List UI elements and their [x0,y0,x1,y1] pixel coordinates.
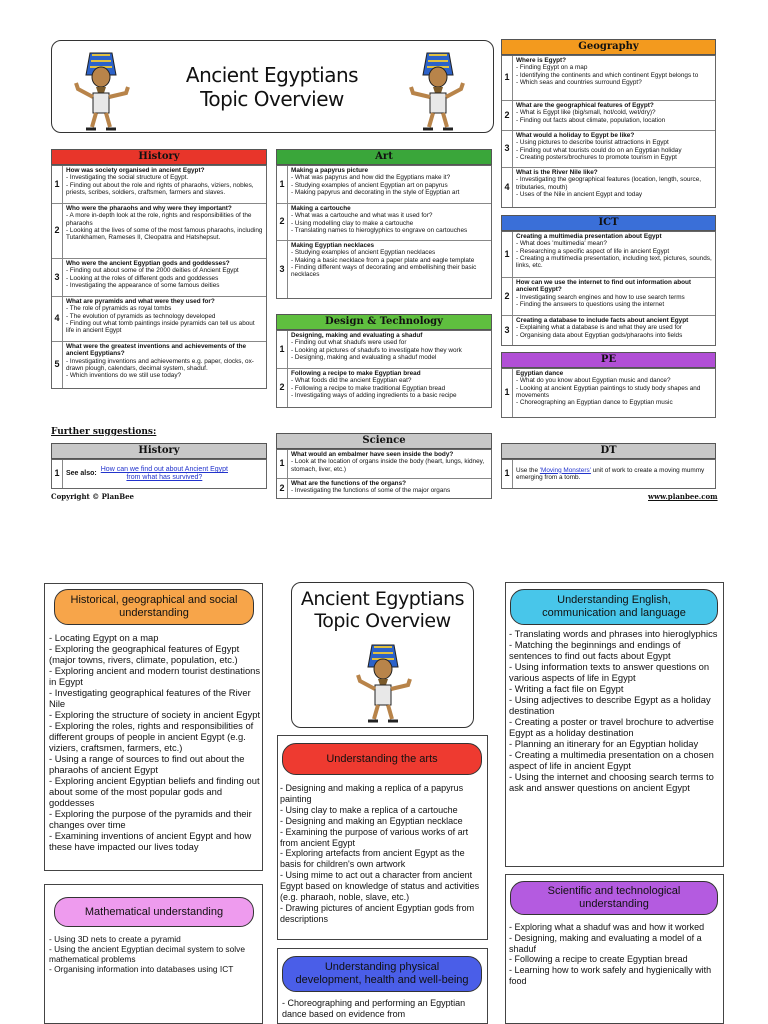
table-row: 2 What are the geographical features of Egypt? - What is Egypt like (big/small, hot/cold, wet/dry)? - Finding out facts about climate, population, location [502,101,715,131]
list-item: - Designing and making an Egyptian necklace [280,815,463,826]
table-row: 1 Designing, making and evaluating a shaduf - Finding out what shadufs were used for - Looking at pictures of shadufs to investigate how they work - Designing, making and evaluating a shaduf model [277,331,491,369]
further-suggestions-label: Further suggestions: [51,427,157,437]
table-row: 2 Making a cartouche - What was a cartouche and what was it used for? - Using modelling clay to make a cartouche - Translating names to hieroglyphics to engrave on cartouches [277,204,491,241]
list-item: - Choreographing and performing an Egyptian dance based on evidence from [282,998,466,1019]
list-item: - Exploring ancient and modern tourist destinations in Egypt [49,665,261,687]
list-item: - Learning how to work safely and hygienically with food [509,965,712,986]
list-item: - Using 3D nets to create a pyramid [49,934,181,944]
pe-table [501,368,716,418]
table-row: 3 Creating a database to include facts about ancient Egypt - Explaining what a database is and what they are used for - Organising data about Egyptian gods/pharaohs into fields [502,316,715,345]
table-row: 4 What are pyramids and what were they used for? - The role of pyramids as royal tombs - The evolution of pyramids as technology developed - Finding out what tomb paintings inside pyramids can tell us about life in ancient Egypt [52,297,266,342]
list-item: - Designing, making and evaluating a model of a shaduf [509,932,702,954]
list-item: - Exploring artefacts from ancient Egypt as the basis for children's own artwork [280,848,465,870]
dt-header: Design & Technology [276,314,492,330]
list-item: - Using a range of sources to find out about the pharaohs of ancient Egypt [49,753,245,775]
list-item: - Exploring the structure of society in ancient Egypt [49,709,261,720]
pe-header: PE [501,352,716,368]
header-banner [51,40,494,133]
further-dt-table [501,459,716,489]
list-item: - Using the ancient Egyptian decimal system to solve mathematical problems [49,944,245,964]
list-item: - Exploring the roles, rights and responsibilities of different groups of people in ancient Egypt (e.g. viziers, craftsmen, farmers, etc.) [49,720,254,753]
history-table [51,165,267,389]
ict-table [501,231,716,346]
list-item: - Using adjectives to describe Egypt as a holiday destination [509,694,711,716]
science-table [276,449,492,499]
list-item: - Matching the beginnings and endings of sentences to find out facts about Egypt [509,639,681,661]
further-history-table [51,459,267,489]
list-item: - Exploring ancient Egyptian beliefs and finding out about some of the most popular gods and goddesses [49,775,260,808]
pharaoh-figure-right [407,45,469,131]
list-item: - Examining inventions of ancient Egypt and how these have impacted our lives today [49,830,252,852]
science-header: Science [276,433,492,449]
list-item: - Examining the purpose of various works of art from ancient Egypt [280,826,469,848]
website-link[interactable]: www.planbee.com [648,492,718,501]
further-dt-header: DT [501,443,716,459]
list-item: - Using the internet and choosing search terms to ask and answer questions on ancient Egypt [509,771,714,793]
table-row: 1 How was society organised in ancient Egypt? - Investigating the social structure of Egypt. - Finding out about the role and rights of pharaohs, viziers, nobles, priests, scribes, soldiers, craftsmen, farmers and slaves. [52,166,266,204]
art-table [276,165,492,299]
moving-monsters-link[interactable]: 'Moving Monsters' [539,466,591,474]
history-header: History [51,149,267,165]
list-item: - Exploring what a shaduf was and how it worked [509,922,705,932]
list-item: - Exploring the purpose of the pyramids and their changes over time [49,808,252,830]
list-item: - Planning an itinerary for an Egyptian holiday [509,738,699,749]
list-item: - Writing a fact file on Egypt [509,683,624,694]
table-row: 3 Making Egyptian necklaces - Studying examples of ancient Egyptian necklaces - Making a basic necklace from a paper plate and eagle template - Finding different ways of decorating and embellishing their basic necklaces [277,241,491,298]
list-item: - Investigating geographical features of the River Nile [49,687,251,709]
list-item: - Designing and making a replica of a papyrus painting [280,783,464,804]
ict-header: ICT [501,215,716,231]
pharaoh-figure-left [70,45,132,131]
table-row: 1 Use the 'Moving Monsters' unit of work to create a moving mummy emerging from a tomb. [502,460,715,488]
english-title: Understanding English, communication and language [510,589,718,625]
arts-title: Understanding the arts [282,743,482,775]
table-row: 1 Creating a multimedia presentation about Egypt - What does 'multimedia' mean? - Researching a specific aspect of life in ancient Egypt - Creating a multimedia presentation, including text, pictures, sounds, links, etc. [502,232,715,278]
bottom-title-panel [291,582,474,728]
art-header: Art [276,149,492,165]
physical-list [282,998,484,1020]
list-item: - Organising information into databases using ICT [49,964,234,974]
table-row: 2 Following a recipe to make Egyptian bread - What foods did the ancient Egyptian eat? - Following a recipe to make traditional Egyptian bread - Investigating ways of adding ingredients to a basic recipe [277,369,491,407]
scientific-list [509,922,721,987]
maths-list [49,934,261,974]
english-list [509,628,721,793]
bottom-page-title: Ancient Egyptians Topic Overview [300,588,465,632]
arts-list [280,783,486,925]
list-item: - Creating a multimedia presentation on a chosen aspect of life in ancient Egypt [509,749,714,771]
table-row: 1 Egyptian dance - What do you know about Egyptian music and dance? - Looking at ancient Egyptian paintings to study body shapes and movements - Choreographing an Egyptian dance to Egyptian music [502,369,715,417]
physical-title: Understanding physical development, health and well-being [282,956,482,992]
history-link[interactable]: How can we find out about Ancient Egypt from what has survived? [100,466,228,481]
table-row: 1 See also: How can we find out about Ancient Egypt from what has survived? [52,460,266,488]
table-row: 4 What is the River Nile like? - Investigating the geographical features (location, length, source, tributaries, mouth) - Uses of the Nile in ancient Egypt and today [502,168,715,207]
page-title: Ancient Egyptians Topic Overview [185,63,359,111]
table-row: 1 Making a papyrus picture - What was papyrus and how did the Egyptians make it? - Studying examples of ancient Egyptian art on papyrus - Making papyrus and decorating in the style of Egyptian art [277,166,491,204]
table-row: 2 Who were the pharaohs and why were they important? - A more in-depth look at the role, rights and responsibilities of the pharaohs - Looking at the lives of some of the most famous pharaohs, including Tutankhamen, Rameses II, Cleopatra and Hatshepsut. [52,204,266,259]
geography-table [501,55,716,208]
list-item: - Using mime to act out a character from ancient Egypt based on knowledge of status and activities (e.g. pharaoh, noble, slave, etc.) [280,870,480,903]
table-row: 3 Who were the ancient Egyptian gods and goddesses? - Finding out about some of the 2000 deities of Ancient Egypt - Looking at the roles of different gods and goddesses - Investigating the appearance of some famous deities [52,259,266,297]
pharaoh-figure-center [352,635,414,725]
maths-title: Mathematical understanding [54,897,254,927]
list-item: - Translating words and phrases into hieroglyphics [509,628,718,639]
table-row: 1 What would an embalmer have seen inside the body? - Look at the location of organs inside the body (heart, lungs, kidney, stomach, liver, etc.) [277,450,491,479]
scientific-title: Scientific and technological understanding [510,881,718,915]
historical-list [49,632,261,852]
list-item: - Following a recipe to create Egyptian bread [509,954,688,965]
list-item: - Exploring the geographical features of Egypt (major towns, rivers, climate, population, etc.) [49,643,240,665]
list-item: - Using clay to make a replica of a cartouche [280,804,458,815]
table-row: 3 What would a holiday to Egypt be like? - Using pictures to describe tourist attractions in Egypt - Finding out what tourists could do on an Egyptian holiday - Creating posters/brochures to promote tourism in Egypt [502,131,715,168]
further-history-header: History [51,443,267,459]
historical-title: Historical, geographical and social understanding [54,589,254,625]
table-row: 5 What were the greatest inventions and achievements of the ancient Egyptians? - Investigating inventions and achievements e.g. paper, clocks, ox-drawn plough, calendars, decimal system, shaduf. - Which inventions do we still use today? [52,342,266,388]
list-item: - Using information texts to answer questions on various aspects of life in Egypt [509,661,710,683]
list-item: - Creating a poster or travel brochure to advertise Egypt as a holiday destination [509,716,714,738]
table-row: 2 What are the functions of the organs? - Investigating the functions of some of the major organs [277,479,491,498]
dt-table [276,330,492,408]
copyright: Copyright © PlanBee [51,492,135,501]
list-item: - Drawing pictures of ancient Egyptian gods from descriptions [280,902,475,924]
geography-header: Geography [501,39,716,55]
list-item: - Locating Egypt on a map [49,632,159,643]
table-row: 2 How can we use the internet to find out information about ancient Egypt? - Investigating search engines and how to use search terms - Finding the answers to questions using the internet [502,278,715,316]
table-row: 1 Where is Egypt? - Finding Egypt on a map - Identifying the continents and which continent Egypt belongs to - Which seas and countries surround Egypt? [502,56,715,101]
